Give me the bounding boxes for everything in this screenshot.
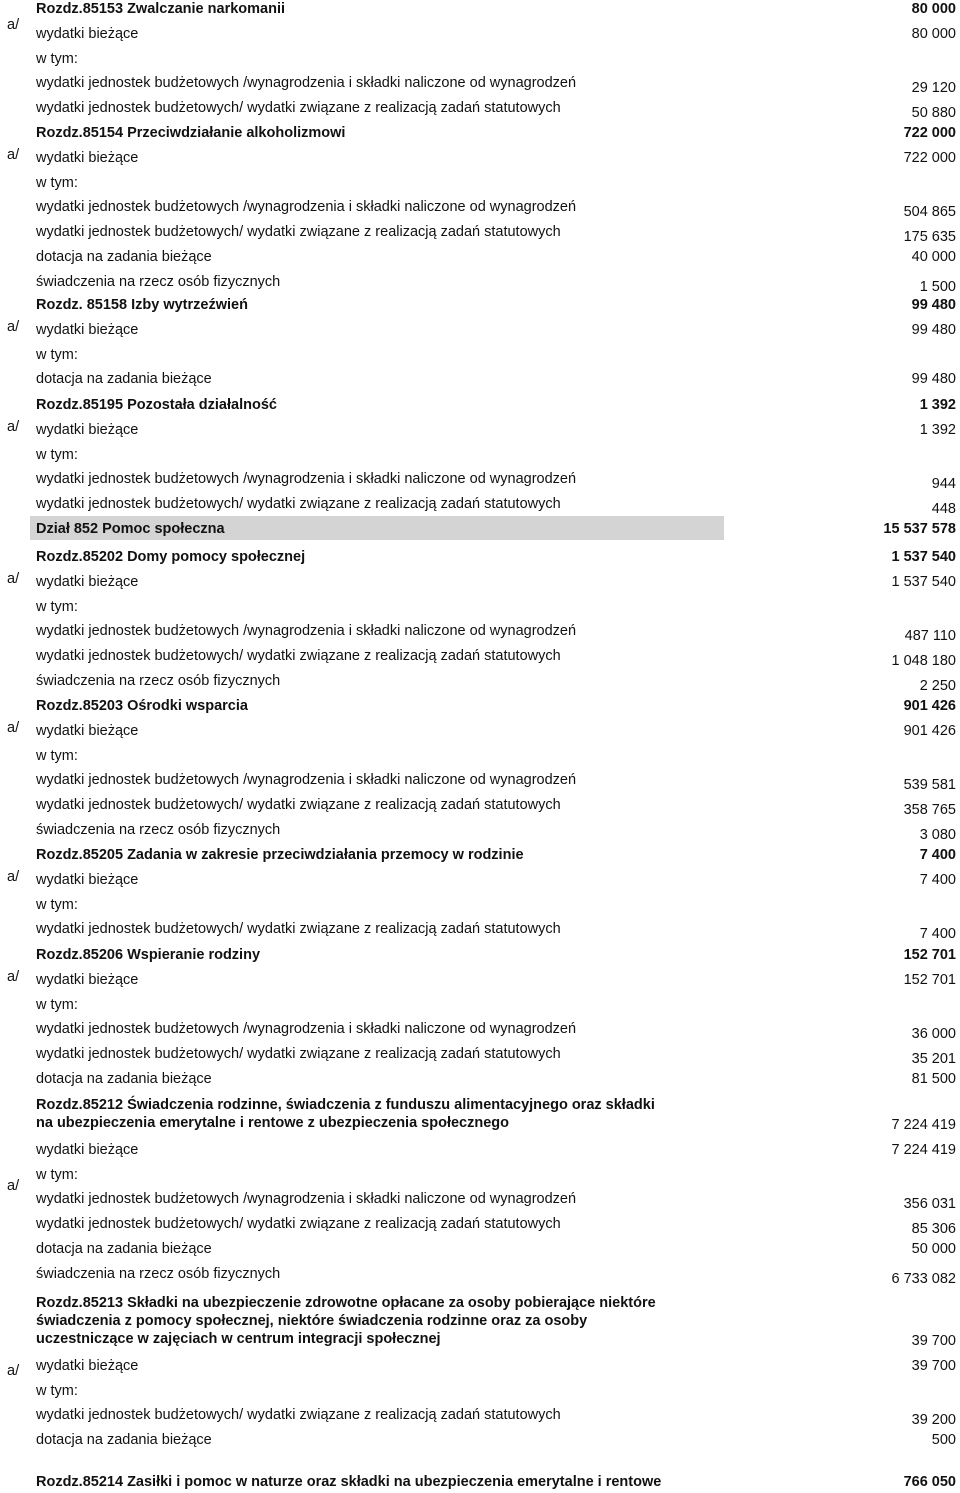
line-item-value: 448 [931, 501, 956, 518]
dzial-total: 15 537 578 [883, 521, 956, 537]
line-item-label: wydatki jednostek budżetowych/ wydatki związane z realizacją zadań statutowych [36, 1046, 561, 1063]
line-item-row [0, 174, 960, 194]
rozdzial-title-line: uczestniczące w zajęciach w centrum integracji społecznej [36, 1331, 441, 1347]
line-item-label: wydatki bieżące [36, 421, 139, 438]
line-item-value: 901 426 [903, 722, 956, 739]
rozdzial-header-row [0, 697, 960, 717]
line-item-value: 1 500 [919, 278, 956, 295]
line-item-value: 1 392 [919, 421, 956, 438]
line-item-value: 356 031 [903, 1196, 956, 1213]
line-item-label: wydatki bieżące [36, 25, 139, 42]
rozdzial-title: Rozdz.85205 Zadania w zakresie przeciwdziałania przemocy w rodzinie [36, 847, 524, 863]
line-item-row [0, 821, 960, 841]
line-item-value: 7 224 419 [891, 1141, 956, 1158]
line-item-label: wydatki bieżące [36, 871, 139, 888]
line-item-label: świadczenia na rzecz osób fizycznych [36, 273, 281, 290]
rozdzial-header-row [0, 846, 960, 866]
rozdzial-total: 1 392 [919, 397, 956, 413]
line-item-row [0, 1215, 960, 1238]
line-item-value: 50 000 [911, 1241, 956, 1257]
rozdzial-header-row [0, 396, 960, 416]
line-item-value: 50 880 [911, 105, 956, 122]
line-item-label: dotacja na zadania bieżące [36, 1432, 212, 1449]
line-item-value: 175 635 [903, 229, 956, 246]
rozdzial-total: 766 050 [903, 1474, 956, 1490]
line-item-row [0, 622, 960, 645]
section-marker: a/ [7, 1178, 20, 1195]
line-item-row [0, 273, 960, 293]
section-marker: a/ [7, 869, 20, 886]
line-item-value: 7 400 [919, 871, 956, 888]
line-item-label: dotacja na zadania bieżące [36, 249, 212, 265]
rozdzial-title-line: Rozdz.85213 Składki na ubezpieczenie zdrowotne opłacane za osoby pobierające niektóre [36, 1295, 656, 1311]
dzial-title: Dział 852 Pomoc społeczna [36, 521, 225, 537]
line-item-row [0, 198, 960, 221]
rozdzial-total: 722 000 [903, 125, 956, 141]
line-item-row [0, 321, 960, 341]
line-item-row [0, 149, 960, 169]
line-item-label: wydatki bieżące [36, 971, 139, 988]
line-item-row [0, 996, 960, 1016]
line-item-row [0, 1240, 960, 1260]
line-item-row [0, 370, 960, 390]
line-item-label: w tym: [36, 747, 78, 764]
line-item-label: w tym: [36, 896, 78, 913]
line-item-label: wydatki bieżące [36, 722, 139, 739]
line-item-row [0, 1265, 960, 1285]
rozdzial-title: Rozdz.85195 Pozostała działalność [36, 397, 277, 413]
line-item-label: w tym: [36, 996, 78, 1013]
line-item-value: 40 000 [911, 249, 956, 265]
rozdzial-header-row [0, 124, 960, 144]
rozdzial-total: 99 480 [911, 297, 956, 313]
line-item-row [0, 99, 960, 122]
line-item-row [0, 1166, 960, 1186]
line-item-label: w tym: [36, 174, 78, 191]
dzial-header-row [0, 516, 960, 540]
line-item-value: 1 537 540 [891, 573, 956, 590]
rozdzial-title: Rozdz.85214 Zasiłki i pomoc w naturze oraz składki na ubezpieczenia emerytalne i rentowe [36, 1474, 662, 1490]
line-item-value: 6 733 082 [891, 1270, 956, 1287]
rozdzial-title [36, 1294, 656, 1348]
line-item-value: 80 000 [911, 25, 956, 42]
rozdzial-title: Rozdz.85206 Wspieranie rodziny [36, 947, 261, 963]
line-item-row [0, 25, 960, 45]
rozdzial-title-line: świadczenia z pomocy społecznej, niektóre świadczenia rodzinne oraz za osoby [36, 1313, 588, 1329]
section-marker: a/ [7, 969, 20, 986]
rozdzial-title-line: na ubezpieczenia emerytalne i rentowe z ubezpieczenia społecznego [36, 1115, 509, 1131]
line-item-row [0, 1045, 960, 1068]
line-item-label: wydatki jednostek budżetowych/ wydatki związane z realizacją zadań statutowych [36, 797, 561, 814]
line-item-label: wydatki bieżące [36, 149, 139, 166]
line-item-label: w tym: [36, 446, 78, 463]
section-marker: a/ [7, 17, 20, 34]
line-item-label: świadczenia na rzecz osób fizycznych [36, 1265, 281, 1282]
line-item-row [0, 920, 960, 943]
rozdzial-title: Rozdz.85153 Zwalczanie narkomanii [36, 1, 286, 17]
line-item-row [0, 598, 960, 618]
line-item-value: 36 000 [911, 1026, 956, 1043]
line-item-value: 504 865 [903, 204, 956, 221]
line-item-value: 2 250 [919, 678, 956, 694]
line-item-row [0, 647, 960, 670]
line-item-label: wydatki jednostek budżetowych/ wydatki związane z realizacją zadań statutowych [36, 921, 561, 938]
line-item-label: wydatki jednostek budżetowych/ wydatki związane z realizacją zadań statutowych [36, 496, 561, 513]
line-item-value: 99 480 [911, 371, 956, 388]
rozdzial-header-row [0, 548, 960, 568]
rozdzial-title [36, 1096, 655, 1132]
line-item-label: wydatki bieżące [36, 573, 139, 590]
line-item-value: 39 200 [911, 1412, 956, 1429]
line-item-value: 722 000 [903, 149, 956, 166]
line-item-label: świadczenia na rzecz osób fizycznych [36, 822, 281, 838]
line-item-row [0, 421, 960, 441]
line-item-row [0, 1406, 960, 1429]
rozdzial-title: Rozdz.85203 Ośrodki wsparcia [36, 698, 248, 714]
rozdzial-total: 152 701 [903, 947, 956, 963]
line-item-row [0, 248, 960, 268]
line-item-label: w tym: [36, 346, 78, 363]
line-item-label: wydatki jednostek budżetowych/ wydatki związane z realizacją zadań statutowych [36, 1216, 561, 1233]
rozdzial-total: 901 426 [903, 698, 956, 714]
line-item-row [0, 74, 960, 97]
line-item-row [0, 573, 960, 593]
rozdzial-header-row [0, 296, 960, 316]
line-item-row [0, 971, 960, 991]
line-item-value: 539 581 [903, 777, 956, 794]
line-item-value: 358 765 [903, 802, 956, 819]
line-item-row [0, 1382, 960, 1402]
line-item-value: 99 480 [911, 321, 956, 338]
rozdzial-title-line: Rozdz.85212 Świadczenia rodzinne, świadczenia z funduszu alimentacyjnego oraz składki [36, 1097, 655, 1113]
line-item-label: w tym: [36, 1382, 78, 1399]
line-item-row [0, 1357, 960, 1377]
line-item-row [0, 672, 960, 692]
rozdzial-total: 1 537 540 [891, 549, 956, 565]
line-item-label: w tym: [36, 50, 78, 67]
rozdzial-title: Rozdz.85154 Przeciwdziałanie alkoholizmowi [36, 125, 346, 141]
line-item-row [0, 50, 960, 70]
line-item-label: wydatki bieżące [36, 321, 139, 338]
line-item-value: 500 [931, 1432, 956, 1449]
line-item-label: wydatki jednostek budżetowych /wynagrodzenia i składki naliczone od wynagrodzeń [36, 1191, 577, 1208]
line-item-label: wydatki jednostek budżetowych /wynagrodzenia i składki naliczone od wynagrodzeń [36, 471, 577, 488]
line-item-row [0, 1190, 960, 1213]
section-marker: a/ [7, 147, 20, 164]
line-item-value: 152 701 [903, 971, 956, 988]
line-item-value: 1 048 180 [891, 653, 956, 670]
line-item-value: 29 120 [911, 80, 956, 97]
line-item-row [0, 446, 960, 466]
rozdzial-header-row [0, 1473, 960, 1493]
line-item-value: 85 306 [911, 1221, 956, 1238]
line-item-row [0, 722, 960, 742]
rozdzial-total: 7 400 [919, 847, 956, 863]
line-item-label: wydatki jednostek budżetowych/ wydatki związane z realizacją zadań statutowych [36, 100, 561, 117]
line-item-label: wydatki jednostek budżetowych /wynagrodzenia i składki naliczone od wynagrodzeń [36, 1021, 577, 1038]
line-item-row [0, 896, 960, 916]
section-marker: a/ [7, 419, 20, 436]
line-item-value: 3 080 [919, 827, 956, 843]
line-item-label: wydatki jednostek budżetowych /wynagrodzenia i składki naliczone od wynagrodzeń [36, 772, 577, 789]
line-item-label: wydatki jednostek budżetowych /wynagrodzenia i składki naliczone od wynagrodzeń [36, 199, 577, 216]
line-item-value: 39 700 [911, 1357, 956, 1374]
line-item-label: dotacja na zadania bieżące [36, 1071, 212, 1087]
line-item-label: dotacja na zadania bieżące [36, 371, 212, 388]
line-item-value: 7 400 [919, 926, 956, 943]
line-item-value: 35 201 [911, 1051, 956, 1068]
line-item-label: wydatki bieżące [36, 1141, 139, 1158]
rozdzial-header-row [0, 0, 960, 20]
line-item-row [0, 495, 960, 518]
line-item-label: świadczenia na rzecz osób fizycznych [36, 673, 281, 689]
line-item-value: 487 110 [904, 628, 956, 645]
line-item-value: 81 500 [911, 1071, 956, 1087]
rozdzial-title: Rozdz. 85158 Izby wytrzeźwień [36, 297, 248, 313]
line-item-row [0, 1020, 960, 1043]
line-item-row [0, 796, 960, 819]
line-item-row [0, 1141, 960, 1161]
line-item-label: wydatki jednostek budżetowych /wynagrodzenia i składki naliczone od wynagrodzeń [36, 623, 577, 640]
rozdzial-title: Rozdz.85202 Domy pomocy społecznej [36, 549, 306, 565]
line-item-row [0, 771, 960, 794]
rozdzial-total: 7 224 419 [891, 1117, 956, 1133]
section-marker: a/ [7, 1363, 20, 1380]
line-item-row [0, 223, 960, 246]
line-item-label: wydatki jednostek budżetowych /wynagrodzenia i składki naliczone od wynagrodzeń [36, 75, 577, 92]
line-item-label: wydatki jednostek budżetowych/ wydatki związane z realizacją zadań statutowych [36, 224, 561, 241]
section-marker: a/ [7, 571, 20, 588]
rozdzial-total: 80 000 [911, 1, 956, 17]
section-marker: a/ [7, 319, 20, 336]
section-marker: a/ [7, 720, 20, 737]
line-item-value: 944 [931, 476, 956, 493]
line-item-row [0, 871, 960, 891]
line-item-label: wydatki jednostek budżetowych/ wydatki związane z realizacją zadań statutowych [36, 648, 561, 665]
line-item-row [0, 1070, 960, 1090]
line-item-row [0, 1431, 960, 1451]
line-item-row [0, 346, 960, 366]
line-item-label: w tym: [36, 598, 78, 615]
rozdzial-total: 39 700 [911, 1333, 956, 1349]
line-item-label: wydatki bieżące [36, 1357, 139, 1374]
line-item-row [0, 470, 960, 493]
line-item-label: wydatki jednostek budżetowych/ wydatki związane z realizacją zadań statutowych [36, 1407, 561, 1424]
line-item-label: w tym: [36, 1166, 78, 1183]
rozdzial-header-row [0, 946, 960, 966]
line-item-row [0, 747, 960, 767]
line-item-label: dotacja na zadania bieżące [36, 1241, 212, 1257]
